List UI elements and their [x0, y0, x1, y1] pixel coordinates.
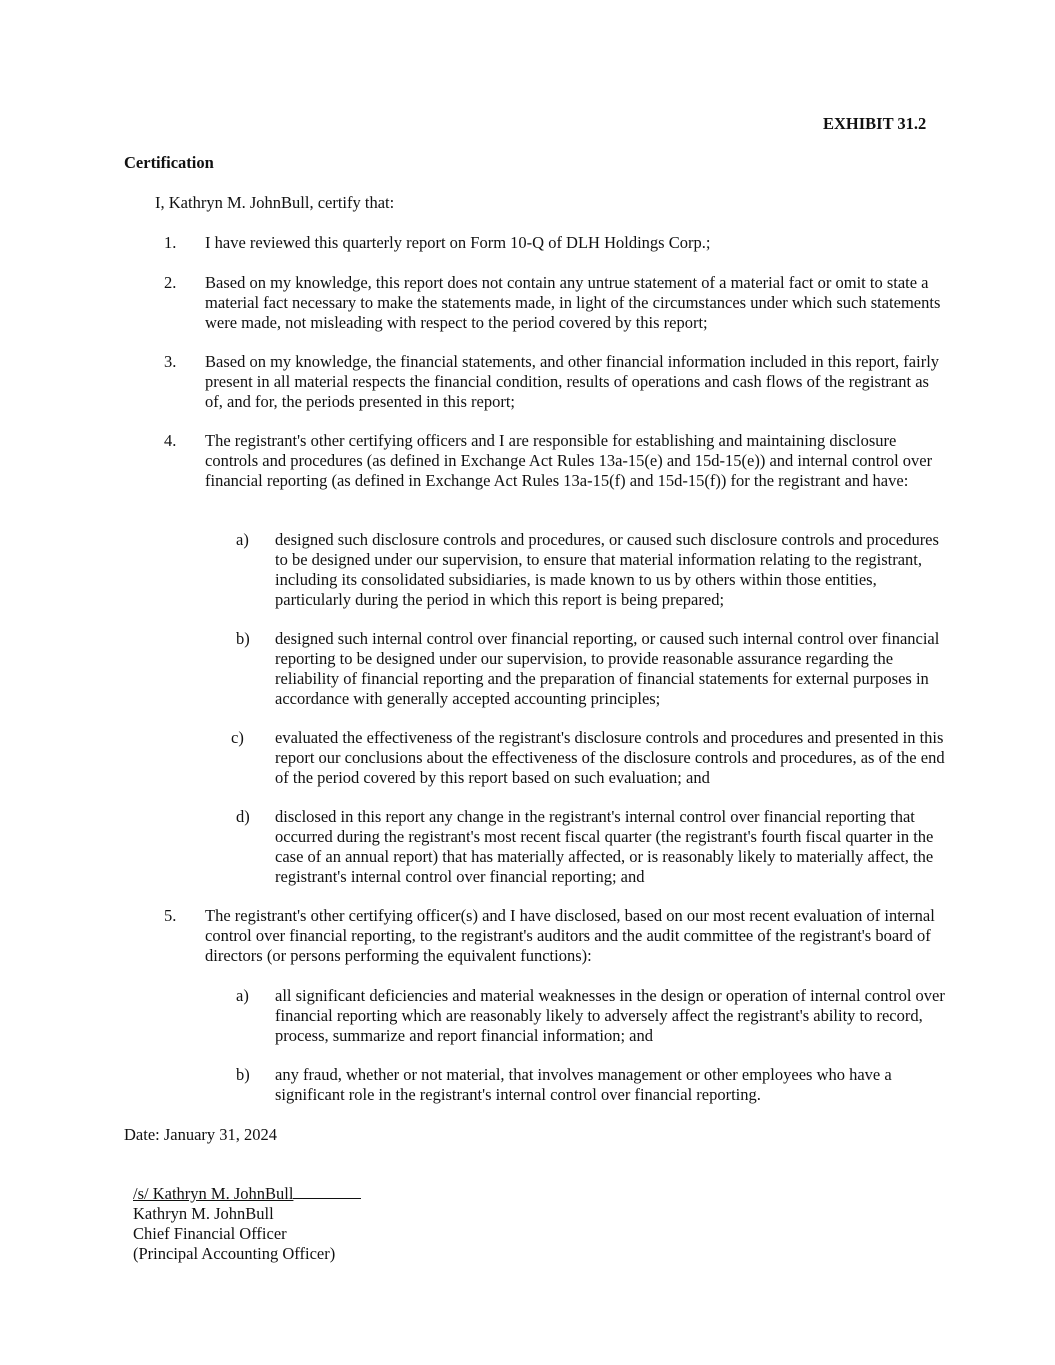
sub-item-letter: a) — [236, 986, 249, 1005]
item-number: 3. — [164, 352, 177, 371]
sub-item-letter: a) — [236, 530, 249, 549]
sub-item-text: evaluated the effectiveness of the registrant's disclosure controls and procedures and presented in this report our conclusions about the effectiveness of the disclosure controls and procedures, as of the end of the period covered by this report based on such evaluation; and — [275, 728, 945, 787]
sub-item-text: disclosed in this report any change in the registrant's internal control over financial reporting that occurred during the registrant's most recent fiscal quarter (the registrant's fourth fiscal quarter in the case of an annual report) that has materially affected, or is reasonably likely to materially affect, the registrant's internal control over financial reporting; and — [275, 807, 934, 886]
item-text: Based on my knowledge, this report does not contain any untrue statement of a material fact or omit to state a material fact necessary to make the statements made, in light of the circumstances under which such statements were made, not misleading with respect to the period covered by this report; — [205, 273, 941, 332]
document-title: Certification — [124, 153, 214, 172]
sub-item-letter: c) — [231, 728, 244, 747]
sub-item-letter: b) — [236, 629, 250, 648]
signer-role: (Principal Accounting Officer) — [133, 1244, 336, 1263]
item-number: 5. — [164, 906, 177, 925]
item-number: 4. — [164, 431, 177, 450]
item-text: The registrant's other certifying officer(s) and I have disclosed, based on our most recent evaluation of internal control over financial reporting, to the registrant's auditors and the audit committee of the registrant's board of directors (or persons performing the equivalent functions): — [205, 906, 935, 965]
item-text: Based on my knowledge, the financial statements, and other financial information included in this report, fairly present in all material respects the financial condition, results of operations and cash flows of the registrant as of, and for, the periods presented in this report; — [205, 352, 940, 411]
signature-underline — [293, 1184, 361, 1199]
signer-title: Chief Financial Officer — [133, 1224, 287, 1243]
item-number: 2. — [164, 273, 177, 292]
sub-item-text: designed such internal control over financial reporting, or caused such internal control over financial reporting to be designed under our supervision, to provide reasonable assurance regarding the reliability of financial reporting and the preparation of financial statements for external purposes in accordance with generally accepted accounting principles; — [275, 629, 940, 708]
sub-item-letter: d) — [236, 807, 250, 826]
signer-name: Kathryn M. JohnBull — [133, 1204, 274, 1223]
signature-text: /s/ Kathryn M. JohnBull — [133, 1184, 294, 1203]
sub-item-text: designed such disclosure controls and procedures, or caused such disclosure controls and procedures to be designed under our supervision, to ensure that material information relating to the registrant, including its consolidated subsidiaries, is made known to us by others within those entities, particularly during the period in which this report is being prepared; — [275, 530, 939, 609]
sub-item-text: all significant deficiencies and material weaknesses in the design or operation of internal control over financial reporting which are reasonably likely to adversely affect the registrant's ability to record, process, summarize and report financial information; and — [275, 986, 945, 1045]
signature-block — [133, 1184, 361, 1264]
intro-statement: I, Kathryn M. JohnBull, certify that: — [155, 193, 395, 212]
signature-date: Date: January 31, 2024 — [124, 1125, 278, 1144]
sub-item-text: any fraud, whether or not material, that involves management or other employees who have a significant role in the registrant's internal control over financial reporting. — [275, 1065, 892, 1104]
sub-item-letter: b) — [236, 1065, 250, 1084]
signature-line — [133, 1184, 361, 1204]
item-text: I have reviewed this quarterly report on Form 10-Q of DLH Holdings Corp.; — [205, 233, 711, 252]
item-text: The registrant's other certifying officers and I are responsible for establishing and maintaining disclosure controls and procedures (as defined in Exchange Act Rules 13a-15(e) and 15d-15(e)) and internal control over financial reporting (as defined in Exchange Act Rules 13a-15(f) and 15d-15(f)) for the registrant and have: — [205, 431, 933, 490]
item-number: 1. — [164, 233, 177, 252]
exhibit-label: EXHIBIT 31.2 — [823, 114, 927, 133]
